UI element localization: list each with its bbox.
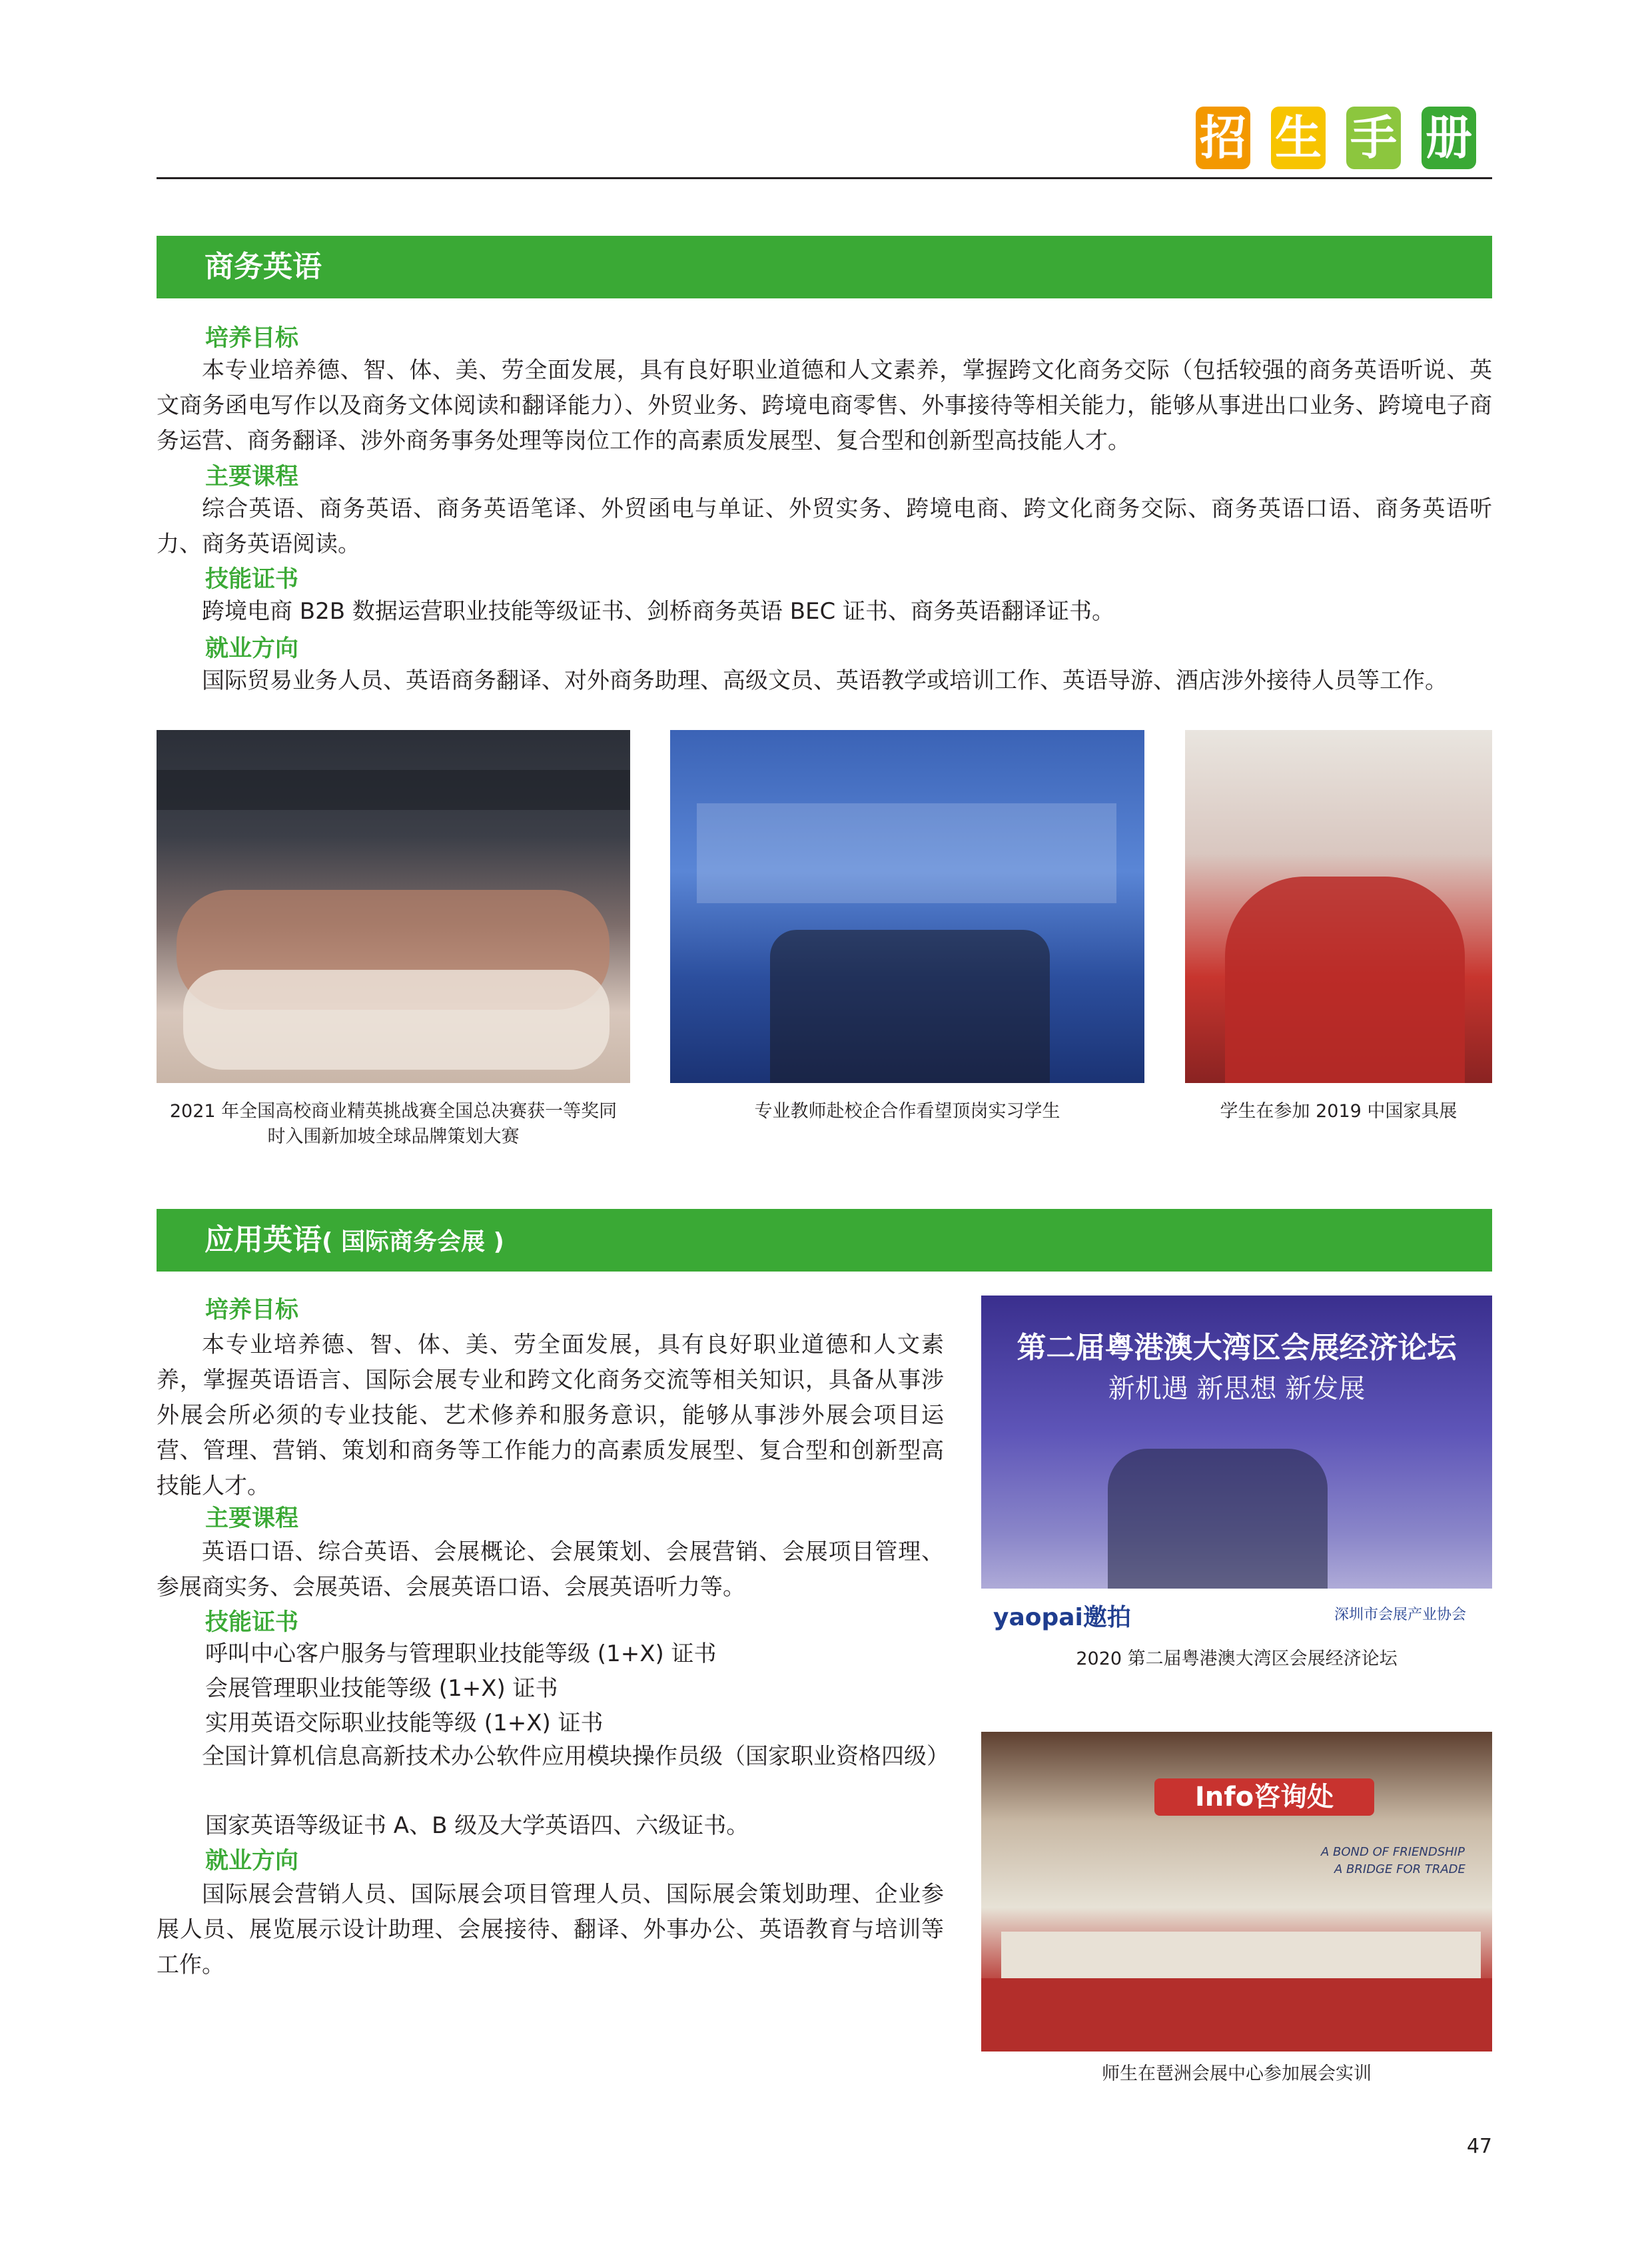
wall-text-2: A BRIDGE FOR TRADE bbox=[1334, 1862, 1465, 1876]
section2-title bbox=[205, 1209, 504, 1272]
photo-award-ceremony bbox=[670, 730, 1144, 1083]
page-number: 47 bbox=[1466, 2135, 1492, 2158]
header-rule bbox=[157, 177, 1492, 179]
cert-line-4: 全国计算机信息高新技术办公软件应用模块操作员级（国家职业资格四级） bbox=[202, 1743, 949, 1770]
course-text: 综合英语、商务英语、商务英语笔译、外贸函电与单证、外贸实务、跨境电商、跨文化商务交际、商务英语口语、商务英语听力、商务英语阅读。 bbox=[157, 496, 1492, 558]
caption-visit: 专业教师赴校企合作看望顶岗实习学生 bbox=[754, 1101, 1060, 1122]
caption-expo: 学生在参加 2019 中国家具展 bbox=[1220, 1101, 1457, 1122]
caption-competition-line1: 2021 年全国高校商业精英挑战赛全国总决赛获一等奖同 bbox=[169, 1101, 618, 1122]
career-heading: 就业方向 bbox=[205, 635, 299, 662]
photo-forum bbox=[981, 1296, 1492, 1637]
association-logo: 深圳市会展产业协会 bbox=[1334, 1607, 1467, 1623]
cert-line-3: 实用英语交际职业技能等级 (1+X) 证书 bbox=[205, 1710, 604, 1736]
forum-banner-slogan: 新机遇 新思想 新发展 bbox=[1108, 1373, 1366, 1404]
caption-competition bbox=[150, 1099, 637, 1150]
caption-forum: 2020 第二届粤港澳大湾区会展经济论坛 bbox=[1076, 1649, 1398, 1669]
cert-line-1: 呼叫中心客户服务与管理职业技能等级 (1+X) 证书 bbox=[205, 1641, 717, 1667]
goal-heading: 培养目标 bbox=[205, 325, 299, 352]
caption-competition-line2: 时入围新加坡全球品牌策划大赛 bbox=[267, 1126, 520, 1147]
badge-sheng: 生 bbox=[1271, 107, 1326, 169]
badge-ce: 册 bbox=[1422, 107, 1476, 169]
course-heading: 主要课程 bbox=[205, 464, 299, 490]
section2-title-bar bbox=[157, 1209, 1492, 1272]
section2-title-main: 应用英语 bbox=[205, 1223, 322, 1257]
badge-zhao: 招 bbox=[1196, 107, 1250, 169]
career-text: 国际贸易业务人员、英语商务翻译、对外商务助理、高级文员、英语教学或培训工作、英语导游、酒店涉外接待人员等工作。 bbox=[202, 667, 1447, 694]
cert-line-2: 会展管理职业技能等级 (1+X) 证书 bbox=[205, 1675, 558, 1702]
section2-subtitle: ( 国际商务会展 ) bbox=[322, 1228, 504, 1256]
career-heading-2: 就业方向 bbox=[205, 1848, 299, 1874]
section-title: 商务英语 bbox=[205, 250, 322, 284]
photo-info-desk bbox=[981, 1732, 1492, 2052]
wall-text-1: A BOND OF FRIENDSHIP bbox=[1321, 1845, 1465, 1859]
photo-competition-team bbox=[157, 730, 630, 1083]
cert-line-5: 国家英语等级证书 A、B 级及大学英语四、六级证书。 bbox=[205, 1812, 749, 1839]
cert-heading: 技能证书 bbox=[205, 566, 299, 593]
section-title-bar bbox=[157, 236, 1492, 298]
photo-furniture-expo bbox=[1185, 730, 1492, 1083]
goal-text-2: 本专业培养德、智、体、美、劳全面发展，具有良好职业道德和人文素养，掌握英语语言、国际会展专业和跨文化商务交流等相关知识，具备从事涉外展会所必须的专业技能、艺术修养和服务意识，能够从事涉外展会项目运营、管理、营销、策划和商务等工作能力的高素质发展型、复合型和创新型高技能人才。 bbox=[157, 1331, 944, 1499]
forum-banner-title: 第二届粤港澳大湾区会展经济论坛 bbox=[1017, 1331, 1457, 1365]
goal-text: 本专业培养德、智、体、美、劳全面发展，具有良好职业道德和人文素养，掌握跨文化商务交际（包括较强的商务英语听说、英文商务函电写作以及商务文体阅读和翻译能力）、外贸业务、跨境电商零售、外事接待等相关能力，能够从事进出口业务、跨境电子商务运营、商务翻译、涉外商务事务处理等岗位工作的高素质发展型、复合型和创新型高技能人才。 bbox=[157, 357, 1492, 454]
yaopai-logo: yaopai邀拍 bbox=[993, 1604, 1131, 1631]
course-text-2: 英语口语、综合英语、会展概论、会展策划、会展营销、会展项目管理、参展商实务、会展英语、会展英语口语、会展英语听力等。 bbox=[157, 1539, 944, 1601]
badge-shou: 手 bbox=[1346, 107, 1401, 169]
caption-info-desk: 师生在琶洲会展中心参加展会实训 bbox=[1102, 2063, 1372, 2084]
info-sign: Info咨询处 bbox=[1154, 1778, 1374, 1816]
goal-heading-2: 培养目标 bbox=[205, 1297, 299, 1323]
course-heading-2: 主要课程 bbox=[205, 1505, 299, 1532]
cert-heading-2: 技能证书 bbox=[205, 1609, 299, 1636]
career-text-2: 国际展会营销人员、国际展会项目管理人员、国际展会策划助理、企业参展人员、展览展示设计助理、会展接待、翻译、外事办公、英语教育与培训等工作。 bbox=[157, 1881, 944, 1978]
cert-text: 跨境电商 B2B 数据运营职业技能等级证书、剑桥商务英语 BEC 证书、商务英语翻译证书。 bbox=[202, 598, 1115, 625]
